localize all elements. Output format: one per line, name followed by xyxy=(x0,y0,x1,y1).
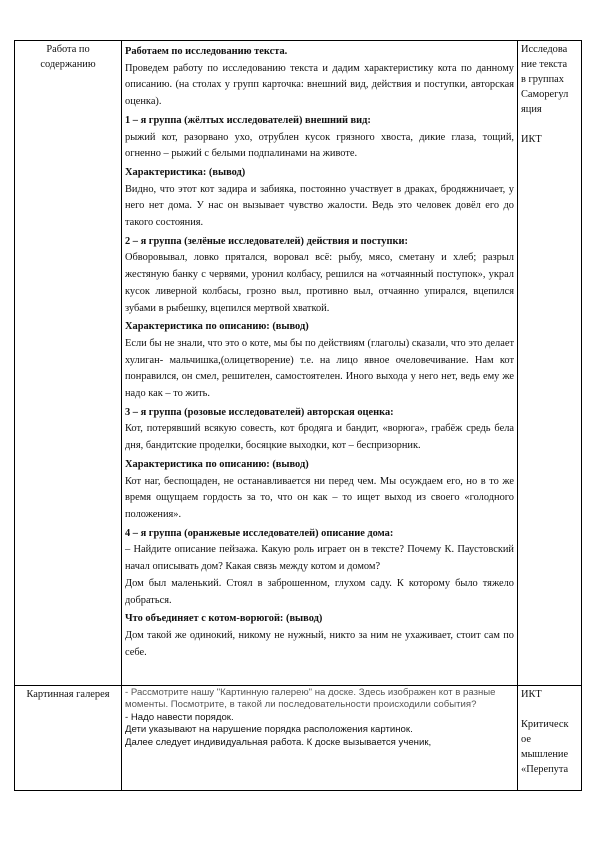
resources-cell xyxy=(518,41,582,686)
resources-cell xyxy=(518,686,582,791)
content-cell xyxy=(122,41,518,686)
paragraph-text: – Найдите описание пейзажа. Какую роль играет он в тексте? Почему К. Паустовский начал описывать дом? Какая связь между котом и домом? xyxy=(125,544,514,573)
section-heading: 4 – я группа (оранжевые исследователей) описание дома: xyxy=(125,527,394,539)
paragraph-text: Кот, потерявший всякую совесть, кот бродяга и бандит, «ворюга», грабёж средь бела дня, бандитские проделки, босяцкие выходки, кот – беспризорник. xyxy=(125,423,514,452)
resource-text: «Перепута xyxy=(521,764,569,775)
stage-cell xyxy=(15,686,122,791)
paragraph-text: Дети указывают на нарушение порядка расположения картинок. xyxy=(125,724,413,736)
resource-text: мышление xyxy=(521,749,569,760)
stage-cell xyxy=(15,41,122,686)
paragraph-text: Дом такой же одинокий, никому не нужный, никто за ним не ухаживает, стоит сам по себе. xyxy=(125,629,514,658)
instruction-text: - Рассмотрите нашу "Картинную галерею" на доске. Здесь изображен кот в разные моменты. Посмотрите, в такой ли последовательности происходили события? xyxy=(125,687,496,710)
paragraph-text: Кот наг, беспощаден, не останавливается ни перед чем. Мы осуждаем его, но в то же время ощущаем гордость за то, что он как – то ищет выход из своего «голодного положения». xyxy=(125,475,514,520)
resource-text: Критическ xyxy=(521,719,569,730)
section-heading: 3 – я группа (розовые исследователей) авторская оценка: xyxy=(125,406,394,418)
lesson-plan-table xyxy=(14,40,582,791)
answer-text: - Надо навести порядок. xyxy=(125,711,234,723)
resource-text: яция xyxy=(521,104,542,115)
paragraph-text: Дом был маленький. Стоял в заброшенном, глухом саду. К которому было тяжело добраться. xyxy=(125,577,514,606)
resource-text: Исследова xyxy=(521,44,568,55)
section-heading: Что объединяет с котом-ворюгой: (вывод) xyxy=(125,613,323,625)
resource-text: ние текста xyxy=(521,59,568,70)
paragraph-text: Проведем работу по исследованию текста и дадим характеристику кота по данному описанию. (на столах у групп карточка: внешний вид, действия и поступки, авторская оценка). xyxy=(125,62,514,108)
section-heading: 2 – я группа (зелёные исследователей) действия и поступки: xyxy=(125,235,408,247)
content-cell xyxy=(122,686,518,791)
stage-label: Работа по содержанию xyxy=(40,44,96,70)
paragraph-text: Обворовывал, ловко прятался, воровал всё: рыбу, мясо, сметану и хлеб; разрыл жестяную банку с червями, уронил колбасу, решился на «отчаянный поступок», украл кусок ливерной колбасы, грозно выл, противно выл, отчаянно упирался, вцепился зубами в рыбешку, вцепился мертвой хваткой. xyxy=(125,252,514,314)
resource-text: Саморегул xyxy=(521,89,569,100)
section-heading: Характеристика по описанию: (вывод) xyxy=(125,321,309,333)
resource-text: ИКТ xyxy=(521,134,542,145)
section-heading: Характеристика по описанию: (вывод) xyxy=(125,458,309,470)
resource-text: ое xyxy=(521,734,531,745)
resource-text: в группах xyxy=(521,74,564,85)
paragraph-text: рыжий кот, разорвано ухо, отрублен кусок грязного хвоста, дикие глаза, тощий, огненно – рыжий с белыми подпалинами на животе. xyxy=(125,131,514,160)
paragraph-text: Далее следует индивидуальная работа. К доске вызывается ученик, xyxy=(125,737,432,749)
paragraph-text: Видно, что этот кот задира и забияка, постоянно участвует в драках, бродяжничает, у него нет дома. У нас он вызывает чувство жалости. Ведь это человек довёл его до такого состояния. xyxy=(125,183,514,229)
table-row xyxy=(15,41,582,686)
paragraph-text: Если бы не знали, что это о коте, мы бы по действиям (глаголы) сказали, что это делает хулиган- мальчишка,(олицетворение) т.е. на лицо явное очеловечивание. Нам кот понравился, он смел, решителен, самостоятелен. Иного выхода у него нет, ведь ему же надо как – то жить. xyxy=(125,337,514,400)
section-heading: 1 – я группа (жёлтых исследователей) внешний вид: xyxy=(125,114,371,126)
section-heading: Характеристика: (вывод) xyxy=(125,166,246,178)
resource-text: ИКТ xyxy=(521,689,542,700)
table-row xyxy=(15,686,582,791)
section-heading: Работаем по исследованию текста. xyxy=(125,46,288,57)
stage-label: Картинная галерея xyxy=(26,689,110,700)
